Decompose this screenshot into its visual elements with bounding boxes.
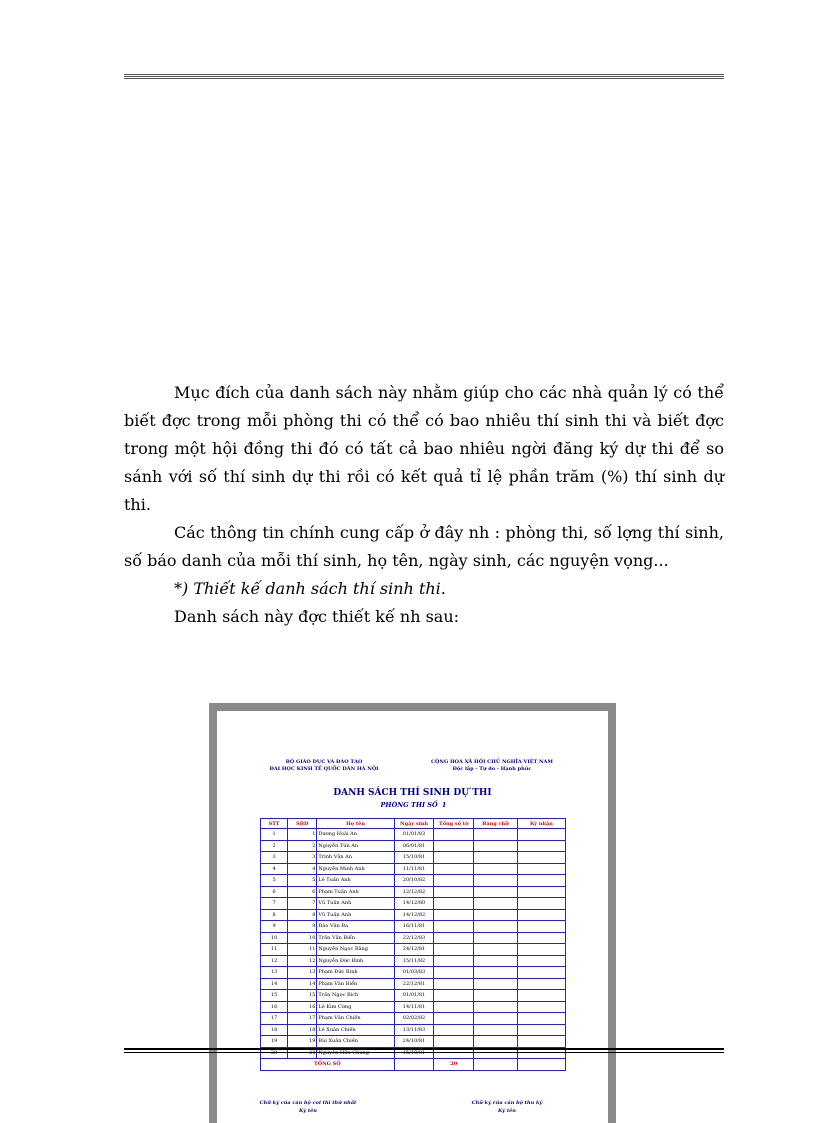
empty-cell <box>434 898 474 910</box>
empty-cell <box>517 978 565 990</box>
empty-cell <box>474 978 518 990</box>
row-name: Lê Kim Cừng <box>317 1001 394 1013</box>
row-sbd: 14 <box>288 978 317 990</box>
table-row <box>261 944 566 956</box>
row-sbd: 15 <box>288 990 317 1002</box>
empty-cell <box>474 898 518 910</box>
signature-right <box>457 1099 557 1115</box>
signature-left-title: Chữ ký của cán bộ coi thi thứ nhất <box>259 1100 357 1106</box>
empty-cell <box>517 967 565 979</box>
cell <box>474 1059 518 1071</box>
table-row <box>261 1024 566 1036</box>
paragraph-info: Các thông tin chính cung cấp ở đây nh : phòng thi, số lợng thí sinh, số báo danh của mỗi thí sinh, họ tên, ngày sinh, các nguyện vọng... <box>124 523 724 570</box>
empty-cell <box>434 944 474 956</box>
row-sbd: 4 <box>288 863 317 875</box>
row-stt: 11 <box>261 944 288 956</box>
empty-cell <box>517 909 565 921</box>
row-stt: 2 <box>261 840 288 852</box>
total-row <box>261 1059 566 1071</box>
col-pages: Tổng số tờ <box>434 819 474 829</box>
empty-cell <box>517 1013 565 1025</box>
empty-cell <box>517 886 565 898</box>
empty-cell <box>474 863 518 875</box>
empty-cell <box>434 1013 474 1025</box>
empty-cell <box>517 852 565 864</box>
candidate-table <box>260 818 566 1071</box>
empty-cell <box>474 990 518 1002</box>
row-name: Trịnh Văn An <box>317 852 394 864</box>
empty-cell <box>434 886 474 898</box>
empty-cell <box>517 990 565 1002</box>
row-sbd: 9 <box>288 921 317 933</box>
table-row <box>261 921 566 933</box>
row-name: Nguyễn Minh Anh <box>317 863 394 875</box>
room-number: 1 <box>441 801 447 809</box>
row-dob: 24/10/81 <box>394 1036 434 1048</box>
row-name: Nguyễn Ngọc Bằng <box>317 944 394 956</box>
row-stt: 17 <box>261 1013 288 1025</box>
table-row <box>261 863 566 875</box>
row-stt: 16 <box>261 1001 288 1013</box>
row-stt: 7 <box>261 898 288 910</box>
empty-cell <box>434 955 474 967</box>
row-stt: 13 <box>261 967 288 979</box>
row-sbd: 10 <box>288 932 317 944</box>
empty-cell <box>474 875 518 887</box>
row-stt: 1 <box>261 829 288 841</box>
empty-cell <box>474 1013 518 1025</box>
motto: Độc lập - Tự do - Hạnh phúc <box>452 766 532 772</box>
table-header <box>261 819 566 829</box>
row-stt: 8 <box>261 909 288 921</box>
row-dob: 24/12/81 <box>394 944 434 956</box>
empty-cell <box>517 1036 565 1048</box>
row-dob: 22/12/83 <box>394 932 434 944</box>
table-row <box>261 875 566 887</box>
header-right <box>417 759 567 773</box>
row-name: Vũ Tuấn Anh <box>317 909 394 921</box>
col-sign: Ký nhận <box>517 819 565 829</box>
empty-cell <box>474 886 518 898</box>
row-dob: 15/11/82 <box>394 955 434 967</box>
row-stt: 9 <box>261 921 288 933</box>
row-name: Nguyễn Đức Bình <box>317 955 394 967</box>
row-sbd: 7 <box>288 898 317 910</box>
empty-cell <box>434 1024 474 1036</box>
row-name: Phạm Tuấn Anh <box>317 886 394 898</box>
row-stt: 14 <box>261 978 288 990</box>
empty-cell <box>517 1001 565 1013</box>
row-dob: 13/11/83 <box>394 1024 434 1036</box>
row-dob: 01/03/83 <box>394 967 434 979</box>
empty-cell <box>474 944 518 956</box>
col-sbd: SBD <box>288 819 317 829</box>
signature-left <box>253 1099 363 1115</box>
row-stt: 5 <box>261 875 288 887</box>
university-name: ĐẠI HỌC KINH TẾ QUỐC DÂN HÀ NỘI <box>269 766 379 772</box>
row-dob: 22/12/81 <box>394 978 434 990</box>
row-dob: 02/02/82 <box>394 1013 434 1025</box>
paragraph-design: Danh sách này đợc thiết kế nh sau: <box>174 607 460 626</box>
empty-cell <box>434 978 474 990</box>
row-dob: 14/11/81 <box>394 1001 434 1013</box>
empty-cell <box>474 1024 518 1036</box>
empty-cell <box>434 921 474 933</box>
row-name: Dương Hoài An <box>317 829 394 841</box>
row-name: Đào Văn Ba <box>317 921 394 933</box>
row-stt: 19 <box>261 1036 288 1048</box>
row-dob: 15/10/81 <box>394 852 434 864</box>
list-title: DANH SÁCH THÍ SINH DỰ THI <box>333 788 492 798</box>
table-row <box>261 932 566 944</box>
cell <box>517 1059 565 1071</box>
section-heading: *) Thiết kế danh sách thí sinh thi. <box>174 579 446 598</box>
row-stt: 12 <box>261 955 288 967</box>
empty-cell <box>434 990 474 1002</box>
total-value: 20 <box>434 1059 474 1071</box>
table-row <box>261 886 566 898</box>
empty-cell <box>517 932 565 944</box>
row-dob: 11/11/81 <box>394 863 434 875</box>
empty-cell <box>474 829 518 841</box>
row-stt: 18 <box>261 1024 288 1036</box>
country-name: CỘNG HOÀ XÃ HỘI CHỦ NGHĨA VIỆT NAM <box>431 759 553 765</box>
cell <box>394 1059 434 1071</box>
row-dob: 16/11/81 <box>394 921 434 933</box>
table-row <box>261 967 566 979</box>
col-words: Bảng chữ <box>474 819 518 829</box>
empty-cell <box>517 1024 565 1036</box>
empty-cell <box>434 863 474 875</box>
row-name: Phạm Văn Biển <box>317 978 394 990</box>
signature-right-title: Chữ ký của cán bộ thu ký <box>471 1100 543 1106</box>
row-sbd: 13 <box>288 967 317 979</box>
table-row <box>261 829 566 841</box>
table-row <box>261 852 566 864</box>
empty-cell <box>474 852 518 864</box>
row-sbd: 8 <box>288 909 317 921</box>
signature-left-sub: Ký tên <box>299 1108 317 1114</box>
empty-cell <box>517 863 565 875</box>
row-dob: 14/12/82 <box>394 909 434 921</box>
empty-cell <box>434 852 474 864</box>
table-row <box>261 840 566 852</box>
empty-cell <box>474 921 518 933</box>
table-row <box>261 990 566 1002</box>
row-sbd: 6 <box>288 886 317 898</box>
empty-cell <box>517 898 565 910</box>
row-name: Vũ Tuấn Anh <box>317 898 394 910</box>
row-name: Phạm Đức Bình <box>317 967 394 979</box>
table-row <box>261 955 566 967</box>
empty-cell <box>434 932 474 944</box>
row-name: Trần Ngọc Bích <box>317 990 394 1002</box>
empty-cell <box>474 840 518 852</box>
empty-cell <box>434 875 474 887</box>
row-name: Trần Văn Biển <box>317 932 394 944</box>
empty-cell <box>517 921 565 933</box>
row-sbd: 2 <box>288 840 317 852</box>
empty-cell <box>434 967 474 979</box>
signature-right-sub: Ký tên <box>498 1108 516 1114</box>
row-name: Lê Tuấn Anh <box>317 875 394 887</box>
empty-cell <box>474 1001 518 1013</box>
row-sbd: 17 <box>288 1013 317 1025</box>
row-stt: 4 <box>261 863 288 875</box>
table-row <box>261 978 566 990</box>
col-stt: STT <box>261 819 288 829</box>
row-sbd: 1 <box>288 829 317 841</box>
row-name: Nguyễn Tùn An <box>317 840 394 852</box>
paragraph-purpose: Mục đích của danh sách này nhằm giúp cho các nhà quản lý có thể biết đợc trong mỗi phòng thi có thể có bao nhiêu thí sinh thi và biết đợc trong một hội đồng thi đó có tất cả bao nhiêu ngời đăng ký dự thi để so sánh với số thí sinh dự thi rồi có kết quả tỉ lệ phần trăm (%) thí sinh dự thi. <box>124 383 724 514</box>
empty-cell <box>517 955 565 967</box>
table-row <box>261 909 566 921</box>
ministry-name: BỘ GIÁO DỤC VÀ ĐÀO TẠO <box>285 759 363 765</box>
empty-cell <box>434 840 474 852</box>
empty-cell <box>474 967 518 979</box>
empty-cell <box>474 1036 518 1048</box>
row-name: Phạm Văn Chiến <box>317 1013 394 1025</box>
room-line <box>217 801 608 809</box>
row-dob: 14/12/80 <box>394 898 434 910</box>
row-name: Bùi Xuân Chiến <box>317 1036 394 1048</box>
row-sbd: 12 <box>288 955 317 967</box>
row-sbd: 3 <box>288 852 317 864</box>
row-dob: 12/12/82 <box>394 886 434 898</box>
total-label: TỔNG SỐ <box>261 1059 395 1071</box>
empty-cell <box>517 875 565 887</box>
row-dob: 06/01/81 <box>394 840 434 852</box>
row-dob: 01/01/81 <box>394 990 434 1002</box>
top-divider <box>124 74 724 79</box>
header-left <box>259 759 389 773</box>
row-stt: 15 <box>261 990 288 1002</box>
row-sbd: 18 <box>288 1024 317 1036</box>
table-row <box>261 898 566 910</box>
row-stt: 3 <box>261 852 288 864</box>
row-stt: 10 <box>261 932 288 944</box>
row-sbd: 19 <box>288 1036 317 1048</box>
empty-cell <box>474 932 518 944</box>
col-name: Họ tên <box>317 819 394 829</box>
bottom-divider <box>124 1048 724 1053</box>
empty-cell <box>517 829 565 841</box>
empty-cell <box>434 909 474 921</box>
row-sbd: 16 <box>288 1001 317 1013</box>
row-stt: 6 <box>261 886 288 898</box>
empty-cell <box>474 955 518 967</box>
form-page <box>217 711 608 1123</box>
row-dob: 01/01/83 <box>394 829 434 841</box>
empty-cell <box>517 944 565 956</box>
table-row <box>261 1001 566 1013</box>
empty-cell <box>434 1001 474 1013</box>
row-sbd: 11 <box>288 944 317 956</box>
body-text <box>124 379 724 631</box>
row-sbd: 5 <box>288 875 317 887</box>
empty-cell <box>474 909 518 921</box>
form-figure <box>209 703 616 1123</box>
table-row <box>261 1036 566 1048</box>
col-dob: Ngày sinh <box>394 819 434 829</box>
empty-cell <box>434 1036 474 1048</box>
empty-cell <box>434 829 474 841</box>
empty-cell <box>517 840 565 852</box>
row-dob: 20/10/82 <box>394 875 434 887</box>
row-name: Lê Xuân Chiến <box>317 1024 394 1036</box>
room-label: PHÒNG THI SỐ <box>380 801 438 809</box>
table-row <box>261 1013 566 1025</box>
